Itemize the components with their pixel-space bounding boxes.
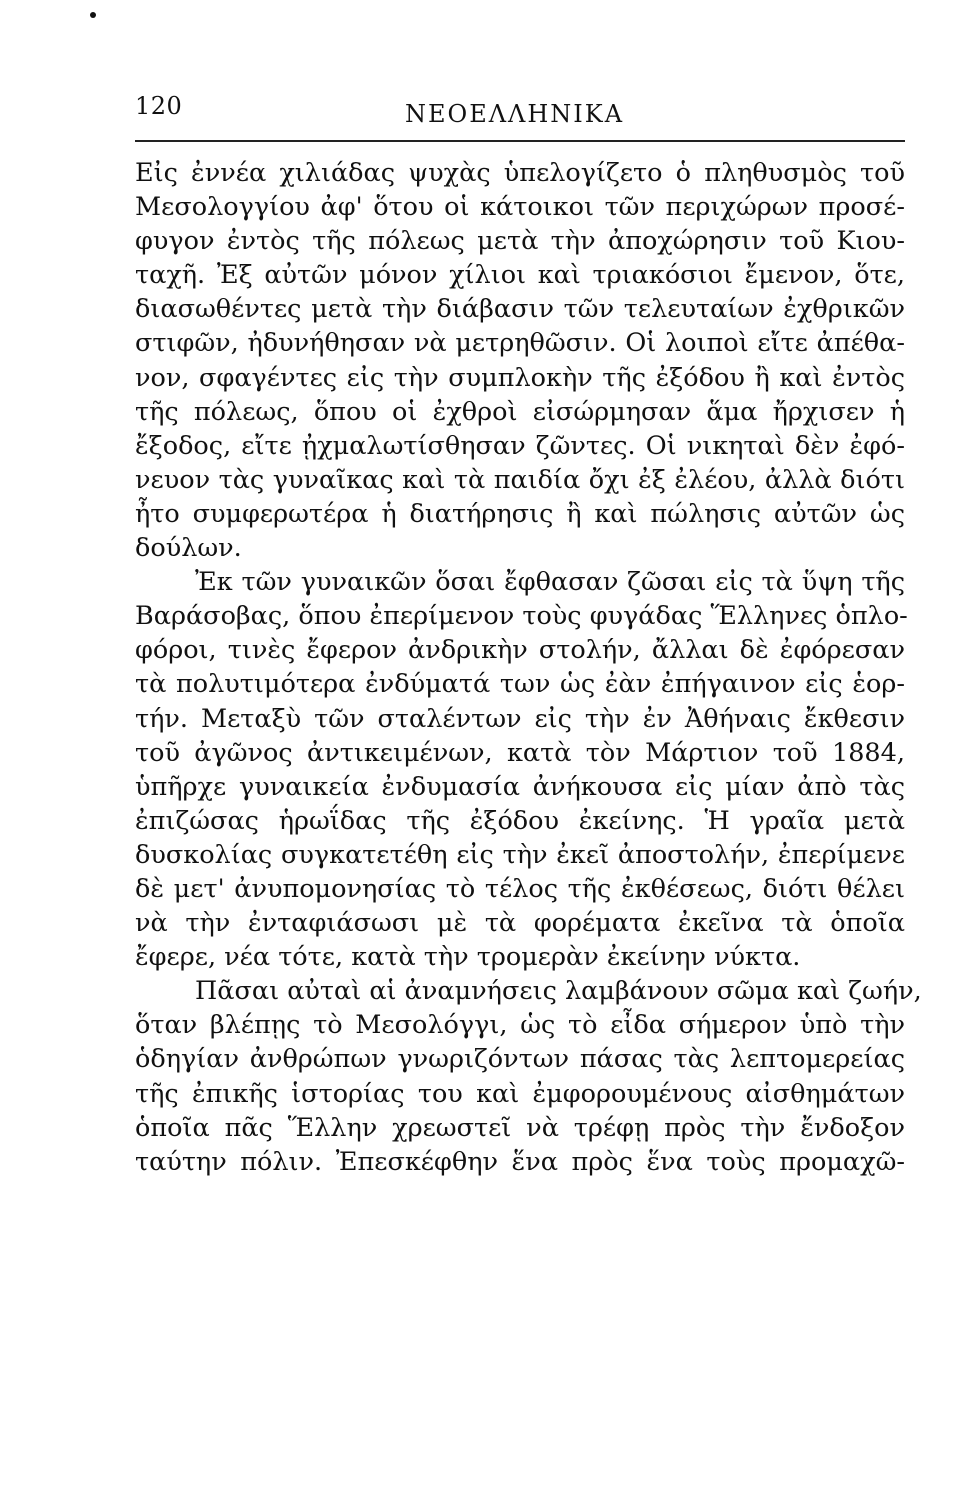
text-line: ὅταν βλέπῃς τὸ Μεσολόγγι, ὡς τὸ εἶδα σήμερον ὑπὸ τὴν: [135, 1010, 905, 1041]
page-header: [135, 92, 905, 132]
text-line: ταχῆ. Ἐξ αὐτῶν μόνον χίλιοι καὶ τριακόσιοι ἔμενον, ὅτε,: [135, 260, 905, 291]
text-line: ὁποῖα πᾶς Ἕλλην χρεωστεῖ νὰ τρέφῃ πρὸς τὴν ἔνδοξον: [135, 1112, 905, 1143]
body-text: [135, 156, 922, 1179]
text-line: Βαράσοβας, ὅπου ἐπερίμενον τοὺς φυγάδας Ἕλληνες ὁπλο-: [135, 601, 908, 632]
text-line: ἔξοδος, εἴτε ᾐχμαλωτίσθησαν ζῶντες. Οἱ νικηταὶ δὲν ἐφό-: [135, 430, 905, 461]
text-line: τῆς πόλεως, ὅπου οἱ ἐχθροὶ εἰσώρμησαν ἅμα ἤρχισεν ἡ: [135, 396, 905, 427]
text-line: Ἐκ τῶν γυναικῶν ὅσαι ἔφθασαν ζῶσαι εἰς τὰ ὕψη τῆς: [195, 567, 905, 598]
text-line: ὁδηγίαν ἀνθρώπων γνωριζόντων πάσας τὰς λεπτομερείας: [135, 1044, 905, 1075]
text-line: Εἰς ἐννέα χιλιάδας ψυχὰς ὑπελογίζετο ὁ πληθυσμὸς τοῦ: [135, 158, 905, 188]
text-line: δυσκολίας συγκατετέθη εἰς τὴν ἐκεῖ ἀποστολήν, ἐπερίμενε: [135, 839, 905, 870]
text-line: διασωθέντες μετὰ τὴν διάβασιν τῶν τελευταίων ἐχθρικῶν: [135, 294, 905, 325]
page-number: 120: [135, 92, 183, 120]
text-line: τήν. Μεταξὺ τῶν σταλέντων εἰς τὴν ἐν Ἀθήναις ἔκθεσιν: [135, 703, 905, 734]
text-line: νον, σφαγέντες εἰς τὴν συμπλοκὴν τῆς ἐξόδου ἢ καὶ ἐντὸς: [135, 362, 905, 393]
text-line: δούλων.: [135, 533, 242, 564]
text-line: τοῦ ἀγῶνος ἀντικειμένων, κατὰ τὸν Μάρτιον τοῦ 1884,: [135, 737, 905, 768]
text-line: ἐπιζώσας ἡρωΐδας τῆς ἐξόδου ἐκείνης. Ἡ γραῖα μετὰ: [135, 805, 905, 836]
text-line: Πᾶσαι αὐταὶ αἱ ἀναμνήσεις λαμβάνουν σῶμα καὶ ζωήν,: [195, 976, 922, 1007]
text-line: φόροι, τινὲς ἔφερον ἀνδρικὴν στολήν, ἄλλαι δὲ ἐφόρεσαν: [135, 635, 905, 666]
text-line: τῆς ἐπικῆς ἱστορίας του καὶ ἐμφορουμένους αἰσθημάτων: [135, 1078, 905, 1109]
text-line: ὑπῆρχε γυναικεία ἐνδυμασία ἀνήκουσα εἰς μίαν ἀπὸ τὰς: [135, 771, 905, 802]
header-rule: [135, 140, 905, 142]
text-line: φυγον ἐντὸς τῆς πόλεως μετὰ τὴν ἀποχώρησιν τοῦ Κιου-: [135, 226, 905, 257]
running-title: ΝΕΟΕΛΛΗΝΙΚΑ: [405, 100, 625, 128]
text-line: ἦτο συμφερωτέρα ἡ διατήρησις ἢ καὶ πώλησις αὐτῶν ὡς: [135, 498, 905, 529]
text-line: στιφῶν, ἠδυνήθησαν νὰ μετρηθῶσιν. Οἱ λοιποὶ εἴτε ἀπέθα-: [135, 328, 905, 359]
text-line: ἔφερε, νέα τότε, κατὰ τὴν τρομερὰν ἐκείνην νύκτα.: [135, 942, 801, 973]
text-line: τὰ πολυτιμότερα ἐνδύματά των ὡς ἐὰν ἐπήγαινον εἰς ἑορ-: [135, 669, 905, 700]
text-line: νευον τὰς γυναῖκας καὶ τὰ παιδία ὄχι ἐξ ἐλέου, ἀλλὰ διότι: [135, 464, 905, 495]
speck-mark: [90, 12, 96, 18]
text-line: νὰ τὴν ἐνταφιάσωσι μὲ τὰ φορέματα ἐκεῖνα τὰ ὁποῖα: [135, 908, 905, 939]
text-line: Μεσολογγίου ἀφ' ὅτου οἱ κάτοικοι τῶν περιχώρων προσέ-: [135, 192, 905, 223]
text-line: δὲ μετ' ἀνυπομονησίας τὸ τέλος τῆς ἐκθέσεως, διότι θέλει: [135, 873, 905, 904]
text-line: ταύτην πόλιν. Ἐπεσκέφθην ἕνα πρὸς ἕνα τοὺς προμαχῶ-: [135, 1146, 905, 1177]
